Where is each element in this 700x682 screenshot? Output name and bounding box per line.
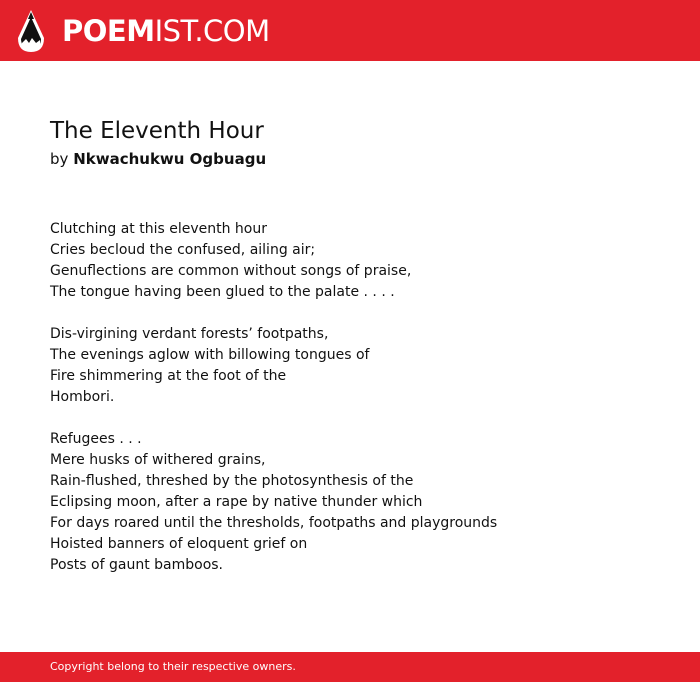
poem-line: Cries becloud the confused, ailing air; (50, 242, 316, 258)
poem-line: The evenings aglow with billowing tongues of (50, 347, 370, 363)
poem-title: The Eleventh Hour (50, 118, 264, 144)
poem-line: Posts of gaunt bamboos. (50, 557, 223, 573)
logo-light-text: IST.COM (154, 14, 270, 48)
poem-line: Fire shimmering at the foot of the (50, 368, 287, 384)
poem-line: Mere husks of withered grains, (50, 452, 266, 468)
stanza-3 (50, 429, 670, 576)
poem-byline (50, 149, 266, 169)
poem-line: Rain-flushed, threshed by the photosynthesis of the (50, 473, 414, 489)
logo-bold-text: POEM (62, 14, 155, 48)
poem-line: The tongue having been glued to the palate . . . . (50, 284, 395, 300)
site-header (0, 0, 700, 61)
site-footer (0, 652, 700, 682)
poem-line: Genuflections are common without songs of praise, (50, 263, 412, 279)
poem-line: Clutching at this eleventh hour (50, 221, 267, 237)
stanza-1 (50, 219, 670, 303)
poem-line: Hoisted banners of eloquent grief on (50, 536, 308, 552)
stanza-2 (50, 324, 670, 408)
pencil-icon[interactable] (17, 10, 45, 52)
poem-line: Hombori. (50, 389, 115, 405)
site-logo[interactable] (62, 12, 270, 50)
poem-line: Eclipsing moon, after a rape by native thunder which (50, 494, 423, 510)
poem-author: Nkwachukwu Ogbuagu (73, 150, 267, 168)
poem-line: For days roared until the thresholds, footpaths and playgrounds (50, 515, 498, 531)
poem-line: Dis-virgining verdant forests’ footpaths, (50, 326, 329, 342)
by-label: by (50, 150, 69, 168)
copyright-notice: Copyright belong to their respective owners. (50, 660, 296, 673)
poem-body (50, 219, 670, 597)
poem-line: Refugees . . . (50, 431, 142, 447)
